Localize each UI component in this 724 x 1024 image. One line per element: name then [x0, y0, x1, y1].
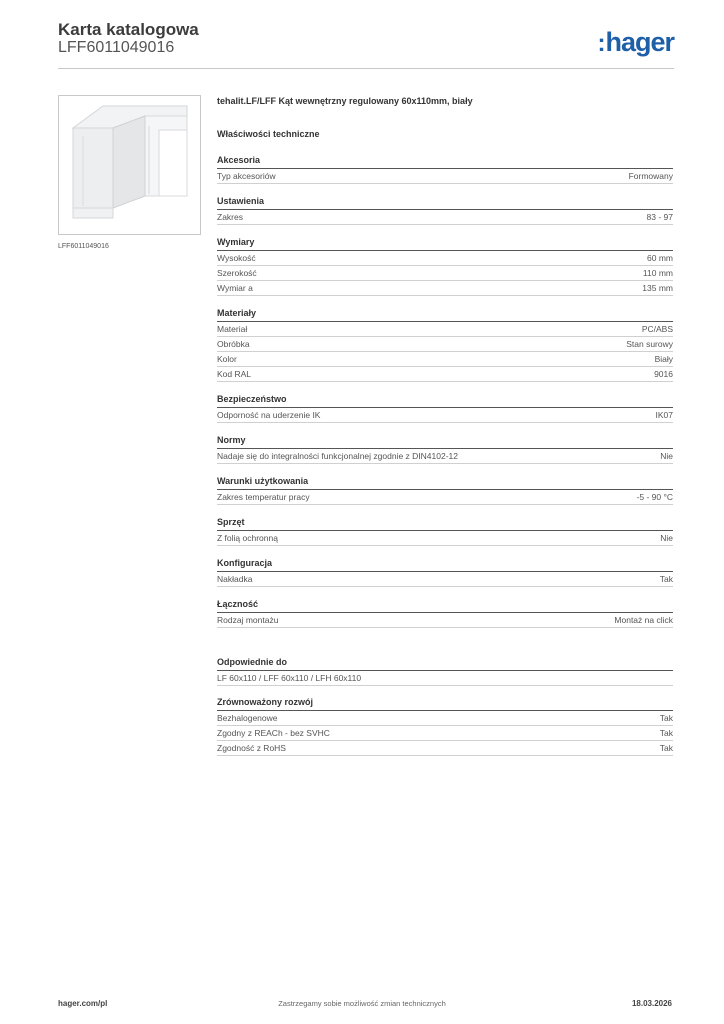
spec-row	[217, 490, 673, 505]
footer-website: hager.com/pl	[58, 999, 108, 1008]
spec-row	[217, 337, 673, 352]
spec-row	[217, 726, 673, 741]
spec-row	[217, 741, 673, 756]
spec-section	[217, 516, 673, 546]
logo-text: hager	[605, 27, 674, 57]
product-image-caption: LFF6011049016	[58, 243, 109, 250]
spec-section	[217, 154, 673, 184]
spec-value: Nie	[660, 451, 673, 461]
spec-row	[217, 251, 673, 266]
spec-sections	[217, 154, 673, 628]
spec-section	[217, 393, 673, 423]
spec-label: Kod RAL	[217, 369, 252, 379]
footer-date: 18.03.2026	[631, 999, 672, 1008]
section-title: Wymiary	[217, 236, 673, 251]
spec-label: Szerokość	[217, 268, 257, 278]
spec-value: 135 mm	[642, 283, 673, 293]
spec-value: Nie	[660, 533, 673, 543]
spec-label: LF 60x110 / LFF 60x110 / LFH 60x110	[217, 673, 362, 683]
spec-section	[217, 598, 673, 628]
spec-row	[217, 449, 673, 464]
spec-label: Z folią ochronną	[217, 533, 278, 543]
spec-label: Zgodność z RoHS	[217, 743, 286, 753]
spec-section	[217, 696, 673, 756]
section-title: Odpowiednie do	[217, 656, 673, 671]
section-title: Konfiguracja	[217, 557, 673, 572]
compatible-section	[217, 656, 673, 686]
spec-row	[217, 281, 673, 296]
section-title: Akcesoria	[217, 154, 673, 169]
spec-value: Tak	[659, 574, 673, 584]
spec-value: Montaż na click	[614, 615, 673, 625]
spec-label: Odporność na uderzenie IK	[217, 410, 321, 420]
product-image-drawing	[59, 96, 200, 234]
section-title: Normy	[217, 434, 673, 449]
spec-label: Obróbka	[217, 339, 250, 349]
spec-row	[217, 572, 673, 587]
spec-label: Rodzaj montażu	[217, 615, 279, 625]
page-title: Karta katalogowa	[58, 20, 199, 39]
spec-row	[217, 352, 673, 367]
spec-section	[217, 236, 673, 296]
spec-value: Stan surowy	[626, 339, 673, 349]
spec-row	[217, 531, 673, 546]
spec-section	[217, 656, 673, 686]
spec-row	[217, 210, 673, 225]
spec-section	[217, 475, 673, 505]
spec-section	[217, 195, 673, 225]
spec-row	[217, 408, 673, 423]
section-title: Ustawienia	[217, 195, 673, 210]
spec-value: Formowany	[628, 171, 673, 181]
spec-label: Wysokość	[217, 253, 256, 263]
spec-value: 83 - 97	[646, 212, 673, 222]
spec-row	[217, 367, 673, 382]
product-name: tehalit.LF/LFF Kąt wewnętrzny regulowany 60x110mm, biały	[217, 96, 473, 106]
spec-section	[217, 307, 673, 382]
section-title: Materiały	[217, 307, 673, 322]
sustainability-section	[217, 696, 673, 756]
spec-value: Biały	[654, 354, 673, 364]
spec-value: -5 - 90 °C	[636, 492, 673, 502]
spec-label: Zgodny z REACh - bez SVHC	[217, 728, 330, 738]
spec-row	[217, 711, 673, 726]
spec-label: Nakładka	[217, 574, 253, 584]
spec-value: Tak	[659, 713, 673, 723]
footer-disclaimer: Zastrzegamy sobie możliwość zmian technicznych	[278, 999, 446, 1008]
spec-value: Tak	[659, 728, 673, 738]
section-title: Bezpieczeństwo	[217, 393, 673, 408]
spec-row	[217, 169, 673, 184]
spec-label: Wymiar a	[217, 283, 253, 293]
spec-label: Nadaje się do integralności funkcjonalnej zgodnie z DIN4102-12	[217, 451, 458, 461]
spec-row	[217, 322, 673, 337]
spec-value: 9016	[654, 369, 673, 379]
spec-label: Materiał	[217, 324, 248, 334]
header-divider	[58, 68, 674, 69]
spec-label: Kolor	[217, 354, 237, 364]
section-title: Warunki użytkowania	[217, 475, 673, 490]
spec-value: IK07	[655, 410, 673, 420]
spec-label: Zakres	[217, 212, 243, 222]
spec-value: Tak	[659, 743, 673, 753]
product-image	[58, 95, 201, 235]
spec-label: Bezhalogenowe	[217, 713, 278, 723]
spec-section	[217, 557, 673, 587]
spec-label: Typ akcesoriów	[217, 171, 276, 181]
section-title: Zrównoważony rozwój	[217, 696, 673, 711]
section-title: Sprzęt	[217, 516, 673, 531]
spec-value: 60 mm	[647, 253, 673, 263]
spec-row	[217, 613, 673, 628]
technical-properties-heading: Właściwości techniczne	[217, 129, 320, 139]
spec-value: PC/ABS	[641, 324, 673, 334]
spec-value: 110 mm	[642, 268, 673, 278]
specs-panel	[217, 94, 673, 756]
spec-row	[217, 671, 673, 686]
spec-label: Zakres temperatur pracy	[217, 492, 310, 502]
section-title: Łączność	[217, 598, 673, 613]
product-code: LFF6011049016	[58, 39, 175, 56]
spec-row	[217, 266, 673, 281]
spec-section	[217, 434, 673, 464]
hager-logo: :hager	[597, 27, 674, 57]
